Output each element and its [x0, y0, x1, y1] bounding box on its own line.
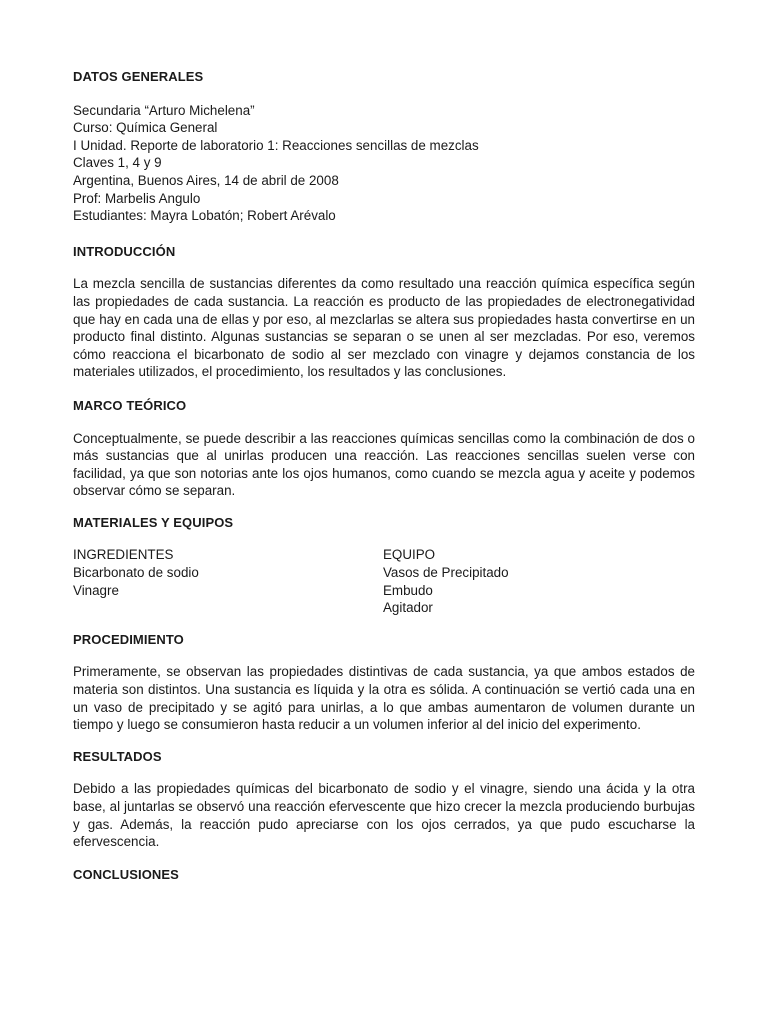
section-heading: PROCEDIMIENTO — [73, 631, 184, 647]
place-date-line: Argentina, Buenos Aires, 14 de abril de 2008 — [73, 172, 339, 188]
section-heading: INTRODUCCIÓN — [73, 243, 176, 259]
section-resultados — [73, 748, 695, 851]
course-line: Curso: Química General — [73, 120, 218, 136]
ingredient-item: Bicarbonato de sodio — [73, 565, 199, 581]
equipment-column — [383, 546, 695, 616]
equipment-header: EQUIPO — [383, 547, 436, 563]
section-marco-teorico — [73, 397, 695, 500]
section-heading: MARCO TEÓRICO — [73, 397, 187, 413]
equipment-item: Vasos de Precipitado — [383, 565, 509, 581]
section-heading: CONCLUSIONES — [73, 866, 179, 882]
teacher-line: Prof: Marbelis Angulo — [73, 190, 201, 206]
section-heading: DATOS GENERALES — [73, 69, 204, 84]
introduccion-paragraph: La mezcla sencilla de sustancias diferentes da como resultado una reacción química específica según las propiedades de cada sustancia. La reacción es producto de las propiedades de electronegatividad que hay en cada una de ellas y por eso, al mezclarlas se altera sus propiedades hasta convertirse en un producto final distinto. Algunas sustancias se separan o se unen al ser mezcladas. Por eso, veremos cómo reacciona el bicarbonato de sodio al ser mezclado con vinagre y dejamos constancia de los materiales utilizados, el procedimiento, los resultados y las conclusiones. — [73, 276, 695, 380]
equipment-item: Embudo — [383, 582, 433, 598]
marco-teorico-paragraph: Conceptualmente, se puede describir a las reacciones químicas sencillas como la combinación de dos o más sustancias que al unirlas producen una reacción. Las reacciones sencillas suelen verse con facilidad, ya que son notorias ante los ojos humanos, como cuando se mezcla agua y aceite y podemos observar cómo se separan. — [73, 430, 695, 499]
materials-columns — [73, 546, 695, 616]
document-page — [73, 68, 695, 883]
section-introduccion — [73, 243, 695, 381]
ingredients-header: INGREDIENTES — [73, 547, 174, 563]
procedimiento-paragraph: Primeramente, se observan las propiedades distintivas de cada sustancia, ya que ambos estados de materia son distintos. Una sustancia es líquida y la otra es sólida. A continuación se vertió cada una en un vaso de precipitado y se agitó para unirlas, a lo que ambas aumentaron de volumen durante un tiempo y luego se consumieron hasta reducir a un volumen inferior al del inicio del experimento. — [73, 664, 695, 733]
resultados-paragraph: Debido a las propiedades químicas del bicarbonato de sodio y el vinagre, siendo una ácida y la otra base, al juntarlas se observó una reacción efervescente que hizo crecer la mezcla produciendo burbujas y gas. Además, la reacción pudo apreciarse con los ojos cerrados, ya que pudo escucharse la efervescencia. — [73, 781, 695, 850]
section-conclusiones — [73, 866, 695, 884]
students-line: Estudiantes: Mayra Lobatón; Robert Arévalo — [73, 208, 336, 224]
keys-line: Claves 1, 4 y 9 — [73, 155, 162, 171]
unit-line: I Unidad. Reporte de laboratorio 1: Reacciones sencillas de mezclas — [73, 137, 479, 153]
school-line: Secundaria “Arturo Michelena” — [73, 102, 255, 118]
equipment-item: Agitador — [383, 600, 433, 616]
section-materiales — [73, 514, 695, 617]
ingredient-item: Vinagre — [73, 582, 119, 598]
section-datos-generales — [73, 68, 695, 225]
section-heading: MATERIALES Y EQUIPOS — [73, 514, 234, 530]
ingredients-column — [73, 546, 383, 616]
section-procedimiento — [73, 631, 695, 734]
section-heading: RESULTADOS — [73, 748, 162, 764]
